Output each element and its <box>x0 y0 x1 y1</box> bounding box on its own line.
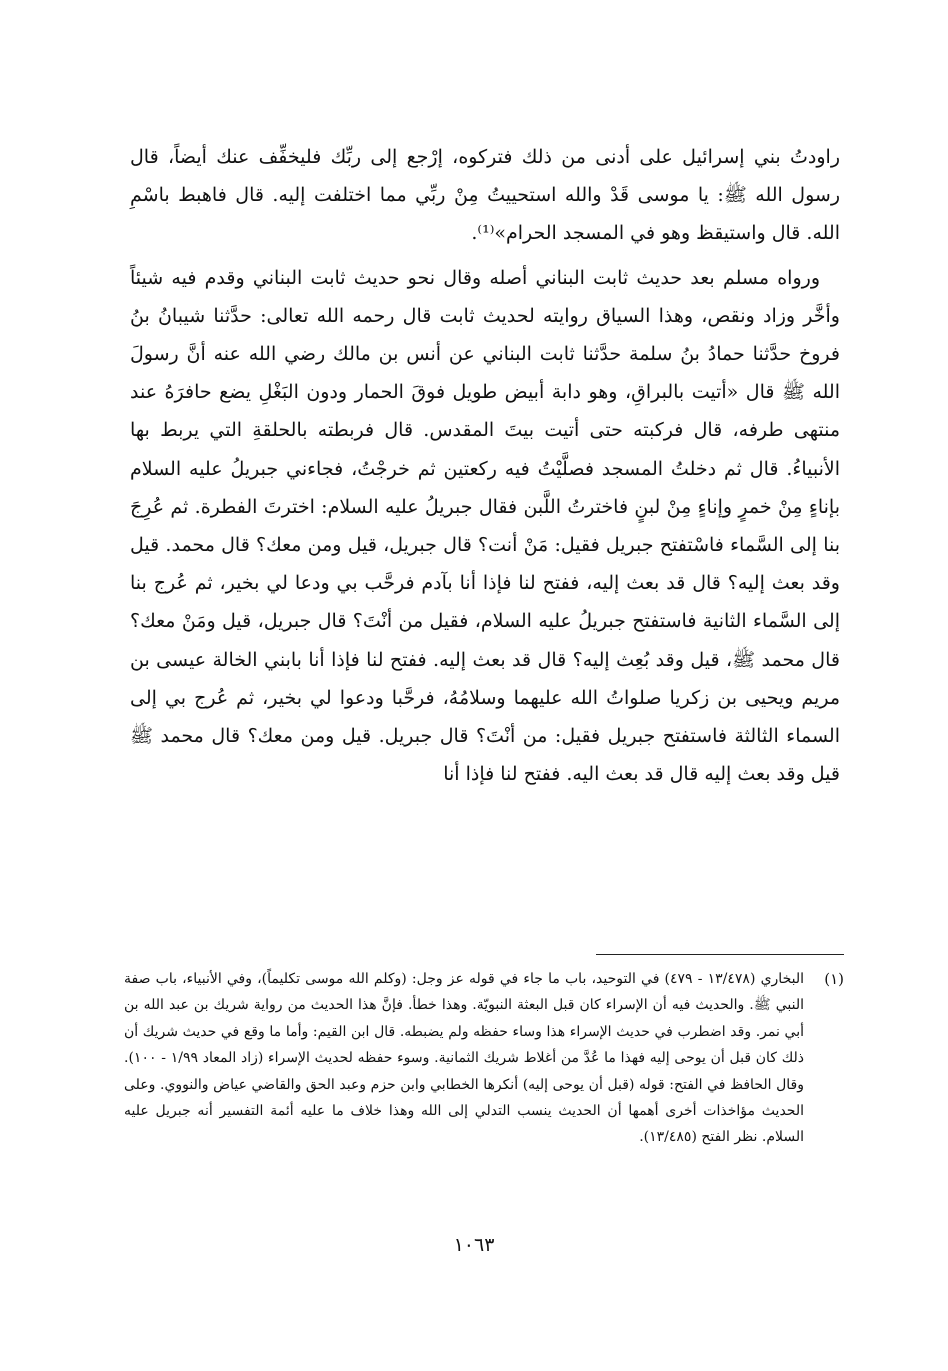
footnote-item <box>124 966 844 1151</box>
footnotes-section <box>124 966 844 1151</box>
main-text-body <box>130 138 840 799</box>
footnote-separator <box>596 954 844 955</box>
page-number: ١٠٦٣ <box>453 1234 495 1256</box>
footnote-marker: (١) <box>824 970 844 988</box>
paragraph-muslim-narration: ورواه مسلم بعد حديث ثابت البناني أصله وقال نحو حديث ثابت البناني وقدم فيه شيئاً وأخَّر وزاد ونقص، وهذا السياق روايته لحديث ثابت قال رحمه الله تعالى: حدَّثنا شيبانُ بنُ فروخ حدَّثنا حمادُ بنُ سلمة حدَّثنا ثابت البناني عن أنس بن مالك رضي الله عنه أنَّ رسولَ الله ﷺ قال «أتيت بالبراقِ، وهو دابة أبيض طويل فوقَ الحمار ودون البَغْلِ يضع حافرَهُ عند منتهى طرفه، قال فركبته حتى أتيت بيتَ المقدس. قال فربطته بالحلقةِ التي يربط بها الأنبياءُ. قال ثم دخلتُ المسجد فصلَّيْتُ فيه ركعتين ثم خرجْتُ، فجاءني جبريلُ عليه السلام بإناءٍ مِنْ خمرٍ وإناءٍ مِنْ لبنٍ فاخترتُ اللَّبن فقال جبريلُ عليه السلام: اخترتَ الفطرة. ثم عُرِجَ بنا إلى السَّماء فاسْتفتح جبريل فقيل: مَنْ أنت؟ قال جبريل، قيل ومن معك؟ قال محمد. قيل وقد بعث إليه؟ قال قد بعث إليه، ففتح لنا فإذا أنا بآدم فرحَّب بي ودعا لي بخير، ثم عُرج بنا إلى السَّماء الثانية فاستفتح جبريلُ عليه السلام، فقيل من أنْتَ؟ قال جبريل، قيل ومَنْ معك؟ قال محمد ﷺ، قيل وقد بُعِث إليه؟ قال قد بعث إليه. ففتح لنا فإذا أنا بابني الخالة عيسى بن مريم ويحيى بن زكريا صلواتُ الله عليهما وسلامُهُ، فرحَّبا ودعوا لي بخير، ثم عُرج بي إلى السماء الثالثة فاستفتح جبريل فقيل: من أنْتَ؟ قال جبريل. قيل ومن معك؟ قال محمد ﷺ قيل وقد بعث إليه قال قد بعث اليه. ففتح لنا فإذا أنا <box>130 266 840 786</box>
paragraph-continuation: راودتُ بني إسرائيل على أدنى من ذلك فتركوه، إرْجع إلى ربِّك فليخفِّف عنك أيضاً، قال رسول الله ﷺ: يا موسى قَدْ والله استحييتُ مِنْ ربِّي مما اختلفت إليه. قال فاهبط باسْمِ الله. قال واستيقظ وهو في المسجد الحرام»⁽¹⁾. <box>130 146 840 245</box>
footnote-text: البخاري (١٣/٤٧٨ - ٤٧٩) في التوحيد، باب ما جاء في قوله عز وجل: (وكلم الله موسى تكليماً)، وفي الأنبياء، باب صفة النبي ﷺ. والحديث فيه أن الإسراء كان قبل البعثة النبويّة. وهذا خطأ. فإنَّ هذا الحديث من رواية شريك بن عبد الله بن أبي نمر. وقد اضطرب في حديث الإسراء هذا وساء حفظه ولم يضبطه. قال ابن القيم: وأما ما وقع في حديث شريك أن ذلك كان قبل أن يوحى إليه فهذا ما عُدَّ من أغلاط شريك الثمانية. وسوء حفظه لحديث الإسراء (زاد المعاد ١/٩٩ - ١٠٠). وقال الحافظ في الفتح: قوله (قبل أن يوحى إليه) أنكرها الخطابي وابن حزم وعبد الحق والقاضي عياض والنووي. وعلى الحديث مؤاخذات أخرى أهمها أن الحديث ينسب التدلي إلى الله وهذا خلاف ما عليه أئمة التفسير أنه جبريل عليه السلام. نظر الفتح (١٣/٤٨٥). <box>124 971 804 1146</box>
